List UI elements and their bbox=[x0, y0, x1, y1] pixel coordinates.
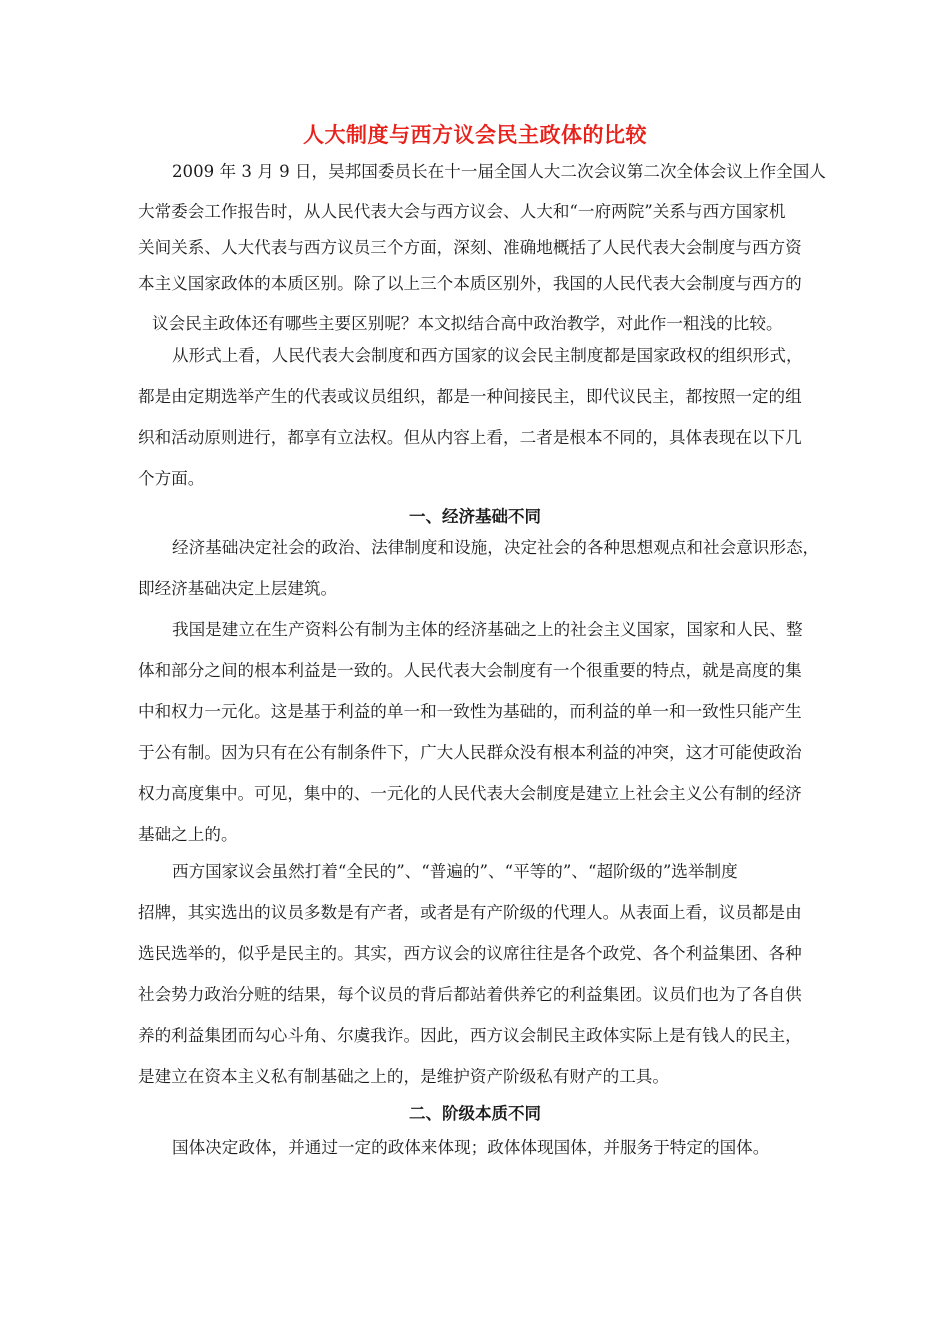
econ2-line-6: 基础之上的。 bbox=[138, 825, 238, 844]
intro-line-4: 本主义国家政体的本质区别。除了以上三个本质区别外，我国的人民代表大会制度与西方的 bbox=[138, 274, 802, 293]
intro-line-1: 2009 年 3 月 9 日，吴邦国委员长在十一届全国人大二次会议第二次全体会议上作全国人 bbox=[172, 162, 826, 181]
econ3-line-4: 社会势力政治分赃的结果，每个议员的背后都站着供养它的利益集团。议员们也为了各自供 bbox=[138, 985, 802, 1004]
form-line-4: 个方面。 bbox=[138, 469, 205, 488]
econ2-line-5: 权力高度集中。可见，集中的、一元化的人民代表大会制度是建立上社会主义公有制的经济 bbox=[138, 784, 802, 803]
econ2-line-2: 体和部分之间的根本利益是一致的。人民代表大会制度有一个很重要的特点，就是高度的集 bbox=[138, 661, 802, 680]
section-heading-class-nature: 二、阶级本质不同 bbox=[409, 1104, 541, 1123]
form-line-1: 从形式上看，人民代表大会制度和西方国家的议会民主制度都是国家政权的组织形式， bbox=[172, 346, 803, 365]
econ2-line-4: 于公有制。因为只有在公有制条件下，广大人民群众没有根本利益的冲突，这才可能使政治 bbox=[138, 743, 802, 762]
intro-line-2: 大常委会工作报告时，从人民代表大会与西方议会、人大和“一府两院”关系与西方国家机 bbox=[138, 202, 786, 221]
econ3-line-1: 西方国家议会虽然打着“全民的”、“普遍的”、“平等的”、“超阶级的”选举制度 bbox=[172, 862, 738, 881]
class1-line-1: 国体决定政体，并通过一定的政体来体现；政体体现国体，并服务于特定的国体。 bbox=[172, 1138, 770, 1157]
section-heading-economic-base: 一、经济基础不同 bbox=[409, 507, 541, 526]
form-line-2: 都是由定期选举产生的代表或议员组织，都是一种间接民主，即代议民主，都按照一定的组 bbox=[138, 387, 802, 406]
econ2-line-3: 中和权力一元化。这是基于利益的单一和一致性为基础的，而利益的单一和一致性只能产生 bbox=[138, 702, 802, 721]
econ3-line-3: 选民选举的，似乎是民主的。其实，西方议会的议席往往是各个政党、各个利益集团、各种 bbox=[138, 944, 802, 963]
intro-line-3: 关间关系、人大代表与西方议员三个方面，深刻、准确地概括了人民代表大会制度与西方资 bbox=[138, 238, 802, 257]
econ3-line-2: 招牌，其实选出的议员多数是有产者，或者是有产阶级的代理人。从表面上看，议员都是由 bbox=[138, 903, 802, 922]
econ2-line-1: 我国是建立在生产资料公有制为主体的经济基础之上的社会主义国家，国家和人民、整 bbox=[172, 620, 803, 639]
econ3-line-6: 是建立在资本主义私有制基础之上的，是维护资产阶级私有财产的工具。 bbox=[138, 1067, 669, 1086]
econ1-line-1: 经济基础决定社会的政治、法律制度和设施，决定社会的各种思想观点和社会意识形态， bbox=[172, 538, 820, 557]
econ1-line-2: 即经济基础决定上层建筑。 bbox=[138, 579, 338, 598]
form-line-3: 织和活动原则进行，都享有立法权。但从内容上看，二者是根本不同的，具体表现在以下几 bbox=[138, 428, 802, 447]
econ3-line-5: 养的利益集团而勾心斗角、尔虞我诈。因此，西方议会制民主政体实际上是有钱人的民主， bbox=[138, 1026, 802, 1045]
intro-line-5: 议会民主政体还有哪些主要区别呢？本文拟结合高中政治教学，对此作一粗浅的比较。 bbox=[152, 314, 783, 333]
document-title: 人大制度与西方议会民主政体的比较 bbox=[303, 122, 647, 147]
